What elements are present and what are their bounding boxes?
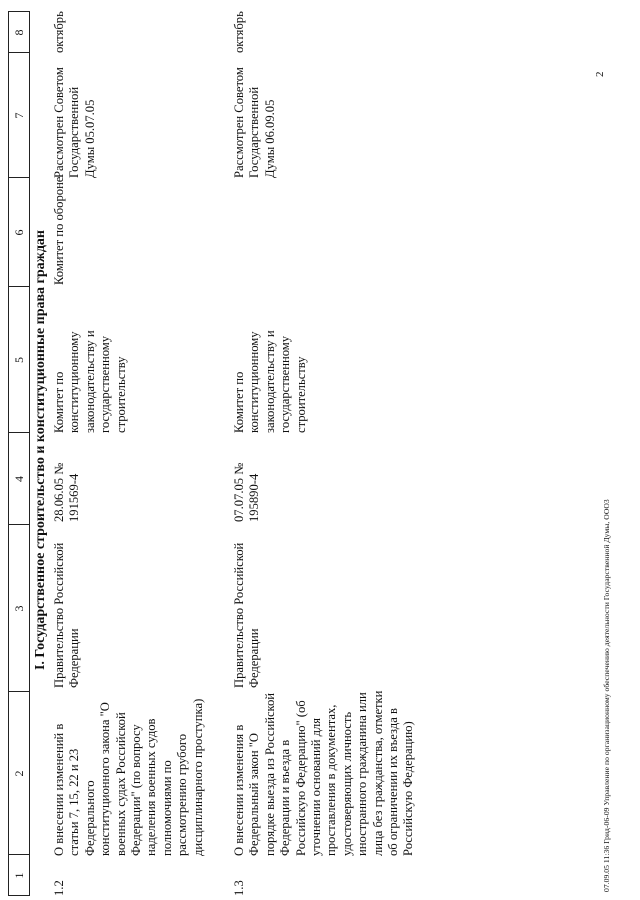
header-bottom-rule — [29, 12, 30, 896]
row-title: О внесении изменений в статьи 7, 15, 22 и 23 Федерального конституционного закона "О военных судах Российской Федерации" (по вопросу наделения военных судов полномочиями по рассмотрению грубого дисциплинарного проступка) — [52, 698, 205, 856]
row-committee: Комитет по конституционному законодательству и государственному строительству — [52, 330, 128, 433]
row-title: О внесении изменения в Федеральный закон "О порядке выезда из Российской Федерации и въезда в Российскую Федерацию" (об уточнении оснований для проставления в документах, удостоверяющих личность иностранного гражданина или лица без гражданства, отметки об ограничении их въезда в Российскую Федерацию) — [232, 690, 416, 856]
column-header: 4 — [12, 476, 26, 482]
row-committee: Комитет по конституционному законодательству и государственному строительству — [232, 330, 308, 433]
column-header: 3 — [12, 605, 26, 612]
table-top-rule — [8, 12, 9, 896]
column-header: 6 — [12, 229, 26, 236]
row-number: 1.3 — [232, 880, 246, 896]
row-initiator: Правительство Российской Федерации — [52, 542, 82, 688]
row-date-number: 07.07.05 № 195890-4 — [232, 462, 262, 522]
row-period: октябрь — [232, 11, 246, 53]
section-title: I. Государственное строительство и конституционные права граждан — [33, 230, 48, 671]
column-header: 2 — [12, 770, 26, 777]
row-co-committee: Комитет по обороне — [52, 176, 66, 285]
column-header: 5 — [12, 357, 26, 363]
row-status: Рассмотрен Советом Государственной Думы 05.07.05 — [52, 67, 97, 178]
page-number: 2 — [594, 71, 606, 77]
column-header: 7 — [12, 112, 26, 119]
row-status: Рассмотрен Советом Государственной Думы 06.09.05 — [232, 67, 277, 178]
row-date-number: 28.06.05 № 191569-4 — [52, 462, 82, 522]
row-period: октябрь — [52, 11, 66, 53]
column-header: 1 — [12, 872, 26, 879]
row-initiator: Правительство Российской Федерации — [232, 542, 262, 688]
column-header: 8 — [12, 29, 26, 36]
print-footer: 07.09.05 11:36 Грид-06-09 Управление по организационному обеспечению деятельности Государственной Думы, ООО3 — [602, 499, 611, 892]
row-number: 1.2 — [52, 880, 66, 896]
